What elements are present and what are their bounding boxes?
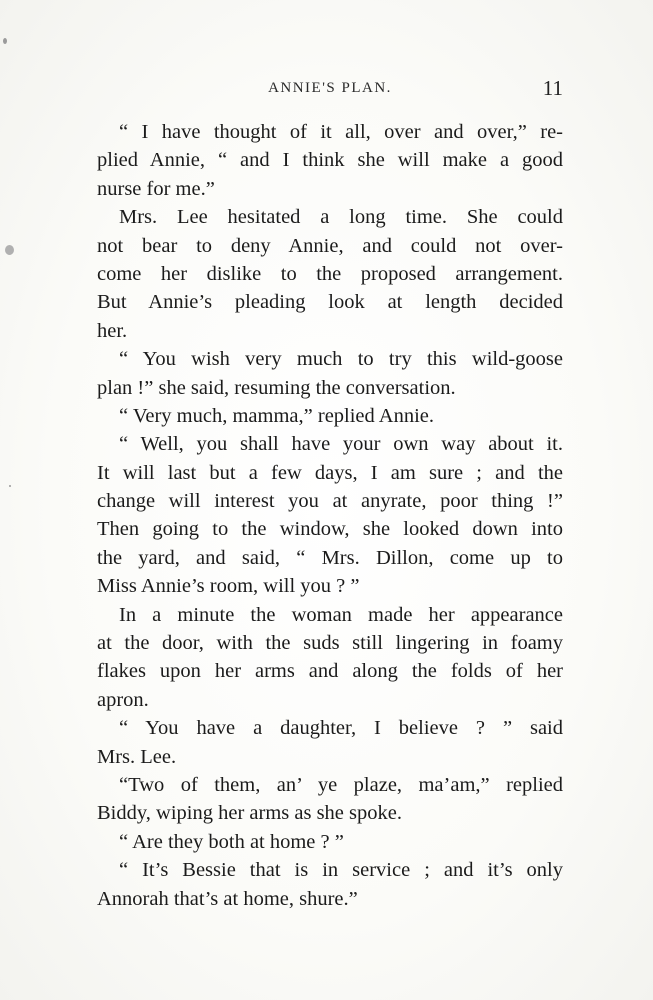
text-line: “ Are they both at home ? ”	[119, 830, 344, 853]
text-line: change will interest you at anyrate, poor thing !”	[97, 490, 563, 513]
text-line: Annorah that’s at home, shure.”	[97, 887, 358, 910]
text-line: plan !” she said, resuming the conversation.	[97, 376, 456, 399]
body-text	[97, 118, 563, 913]
text-line: In a minute the woman made her appearance	[119, 603, 563, 626]
text-line: come her dislike to the proposed arrangement.	[97, 262, 563, 285]
text-line: But Annie’s pleading look at length decided	[97, 291, 563, 314]
page-header	[97, 76, 563, 102]
text-line: Biddy, wiping her arms as she spoke.	[97, 802, 402, 825]
ink-speck	[9, 485, 11, 487]
text-line: at the door, with the suds still lingering in foamy	[97, 632, 563, 655]
text-line: “ Well, you shall have your own way about it.	[119, 433, 563, 456]
text-line: “ Very much, mamma,” replied Annie.	[119, 404, 434, 427]
running-head: ANNIE'S PLAN.	[268, 80, 392, 96]
text-line: flakes upon her arms and along the folds of her	[97, 660, 563, 683]
text-line: Miss Annie’s room, will you ? ”	[97, 575, 360, 598]
ink-speck	[5, 245, 14, 255]
text-line: apron.	[97, 688, 149, 711]
ink-speck	[3, 38, 7, 44]
text-line: plied Annie, “ and I think she will make a good	[97, 149, 563, 172]
text-line: It will last but a few days, I am sure ; and the	[97, 461, 563, 484]
text-line: “ You have a daughter, I believe ? ” said	[119, 717, 563, 740]
page-number: 11	[542, 76, 563, 100]
text-line: not bear to deny Annie, and could not over-	[97, 234, 563, 257]
text-line: “Two of them, an’ ye plaze, ma’am,” replied	[119, 773, 563, 796]
text-line: “ It’s Bessie that is in service ; and it’s only	[119, 859, 563, 882]
text-line: Mrs. Lee.	[97, 745, 177, 768]
text-line: the yard, and said, “ Mrs. Dillon, come up to	[97, 546, 563, 569]
text-line: “ I have thought of it all, over and over,” re-	[119, 121, 563, 143]
text-line: nurse for me.”	[97, 177, 215, 200]
text-line: Then going to the window, she looked down into	[97, 518, 563, 541]
text-line: “ You wish very much to try this wild-goose	[119, 348, 563, 371]
text-line: her.	[97, 319, 128, 342]
text-line: Mrs. Lee hesitated a long time. She could	[119, 206, 563, 229]
